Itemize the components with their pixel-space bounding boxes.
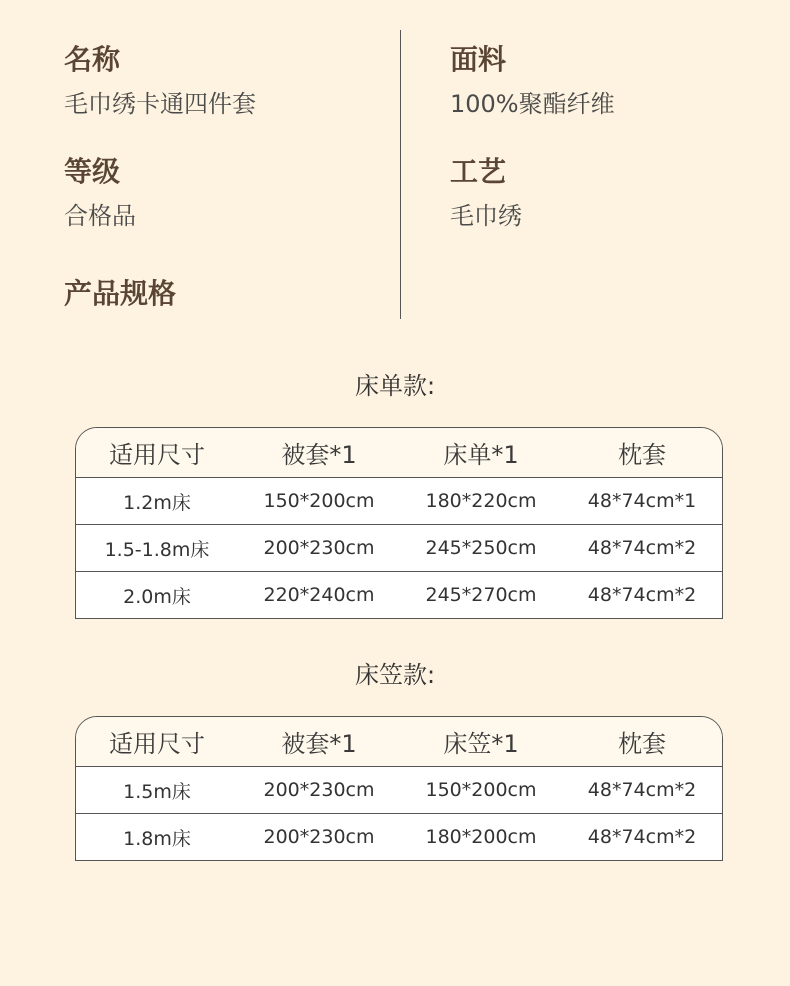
- table-cell: 48*74cm*1: [587, 490, 697, 512]
- table-cell: 1.5-1.8m床: [104, 538, 210, 561]
- grade-value: 合格品: [64, 202, 136, 230]
- table-row: [76, 477, 722, 524]
- table-cell: 150*200cm: [425, 779, 537, 801]
- spec-heading: 产品规格: [64, 277, 177, 310]
- table-cell: 245*250cm: [425, 537, 537, 559]
- header-cell-pillowcase: 枕套: [618, 730, 666, 758]
- table-row: [76, 571, 722, 618]
- table-cell: 245*270cm: [425, 584, 537, 606]
- table-row: [76, 813, 722, 860]
- grade-label: 等级: [64, 155, 121, 188]
- fabric-label: 面料: [450, 43, 507, 76]
- header-cell-pillowcase: 枕套: [618, 441, 666, 469]
- fitted-sheet-table: [75, 716, 723, 861]
- header-cell-duvet: 被套*1: [281, 730, 357, 758]
- table-row: [76, 524, 722, 571]
- name-value: 毛巾绣卡通四件套: [64, 90, 256, 118]
- table-cell: 1.5m床: [123, 780, 191, 803]
- table-cell: 1.2m床: [123, 491, 191, 514]
- table-cell: 200*230cm: [263, 537, 375, 559]
- table-cell: 48*74cm*2: [587, 584, 697, 606]
- craft-value: 毛巾绣: [450, 202, 522, 230]
- table-cell: 48*74cm*2: [587, 537, 697, 559]
- table-cell: 200*230cm: [263, 779, 375, 801]
- name-label: 名称: [64, 43, 121, 76]
- table-cell: 1.8m床: [123, 827, 191, 850]
- table-cell: 150*200cm: [263, 490, 375, 512]
- table-cell: 220*240cm: [263, 584, 375, 606]
- table-cell: 200*230cm: [263, 826, 375, 848]
- table-cell: 180*220cm: [425, 490, 537, 512]
- header-cell-sheet: 床单*1: [443, 441, 519, 469]
- fitted-sheet-title: 床笠款:: [354, 661, 436, 689]
- table-header-row: [76, 428, 722, 477]
- table-cell: 2.0m床: [123, 585, 191, 608]
- flat-sheet-table: [75, 427, 723, 619]
- fabric-value: 100%聚酯纤维: [450, 90, 615, 118]
- flat-sheet-title: 床单款:: [354, 372, 436, 400]
- table-header-row: [76, 717, 722, 766]
- craft-label: 工艺: [450, 155, 507, 188]
- table-row: [76, 766, 722, 813]
- table-cell: 180*200cm: [425, 826, 537, 848]
- header-cell-size: 适用尺寸: [109, 730, 205, 758]
- table-cell: 48*74cm*2: [587, 779, 697, 801]
- column-divider: [400, 30, 401, 319]
- header-cell-size: 适用尺寸: [109, 441, 205, 469]
- table-cell: 48*74cm*2: [587, 826, 697, 848]
- header-cell-fitted-sheet: 床笠*1: [443, 730, 519, 758]
- header-cell-duvet: 被套*1: [281, 441, 357, 469]
